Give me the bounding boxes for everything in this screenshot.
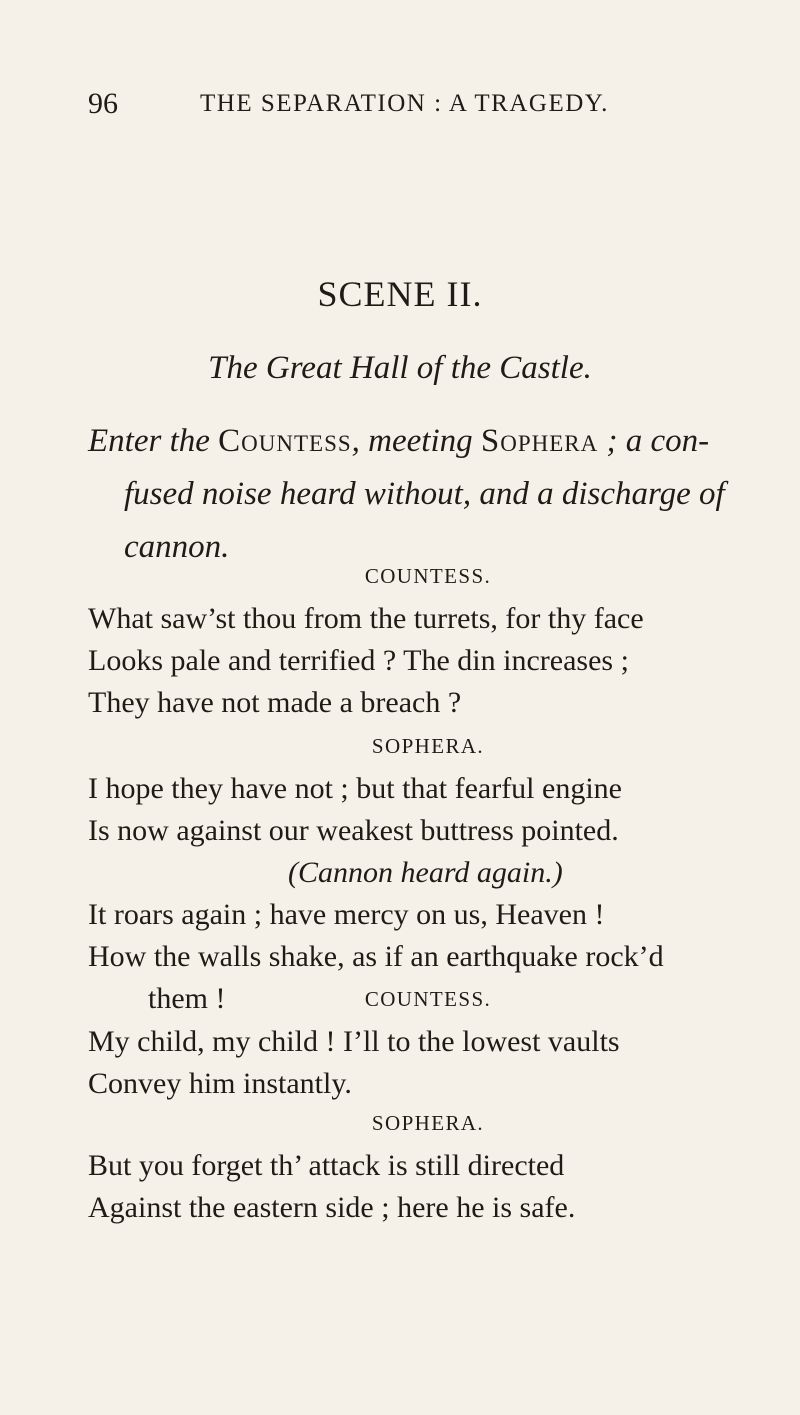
verse-line: Is now against our weakest buttress pointed. xyxy=(88,814,619,847)
speech-countess-1 xyxy=(88,560,768,724)
character-name: Countess xyxy=(218,423,352,459)
verse-line: Against the eastern side ; here he is safe. xyxy=(88,1191,576,1224)
stage-direction-inline: (Cannon heard again.) xyxy=(288,856,563,889)
verse-line: Convey him instantly. xyxy=(88,1067,352,1100)
verse-line: They have not made a breach ? xyxy=(88,686,462,719)
running-title: THE SEPARATION : A TRAGEDY. xyxy=(200,90,609,117)
verse-line: How the walls shake, as if an earthquake rock’d xyxy=(88,940,664,973)
stage-direction-text: , meeting xyxy=(351,423,481,459)
speaker-name: COUNTESS. xyxy=(364,987,492,1011)
running-head xyxy=(88,82,728,126)
speech-countess-2 xyxy=(88,983,768,1105)
stage-direction-text: ; a con- xyxy=(598,423,710,459)
speaker-name: SOPHERA. xyxy=(371,734,485,758)
stage-direction-line: fused noise heard without, and a discharge of xyxy=(124,476,725,512)
verse-line: I hope they have not ; but that fearful engine xyxy=(88,772,622,805)
stage-direction-line: cannon. xyxy=(124,529,230,565)
speech-sophera-2 xyxy=(88,1107,768,1229)
verse-line: them ! xyxy=(148,982,226,1015)
stage-direction-line xyxy=(88,415,768,468)
stage-direction xyxy=(88,415,768,574)
speech-sophera-1 xyxy=(88,730,768,1020)
verse xyxy=(88,598,768,724)
verse-line: But you forget th’ attack is still directed xyxy=(88,1149,565,1182)
page-number: 96 xyxy=(88,87,118,120)
verse-line: My child, my child ! I’ll to the lowest vaults xyxy=(88,1025,620,1058)
verse xyxy=(88,1145,768,1229)
speaker-name: SOPHERA. xyxy=(371,1111,485,1135)
character-name: Sophera xyxy=(480,423,599,459)
verse-line: Looks pale and terrified ? The din increases ; xyxy=(88,644,629,677)
scene-location: The Great Hall of the Castle. xyxy=(208,350,592,386)
verse-line: It roars again ; have mercy on us, Heaven ! xyxy=(88,898,605,931)
stage-direction-text: Enter the xyxy=(88,423,219,459)
scene-title: SCENE II. xyxy=(317,274,483,314)
verse-line: What saw’st thou from the turrets, for thy face xyxy=(88,602,644,635)
speaker-name: COUNTESS. xyxy=(364,564,492,588)
verse xyxy=(88,1021,768,1105)
